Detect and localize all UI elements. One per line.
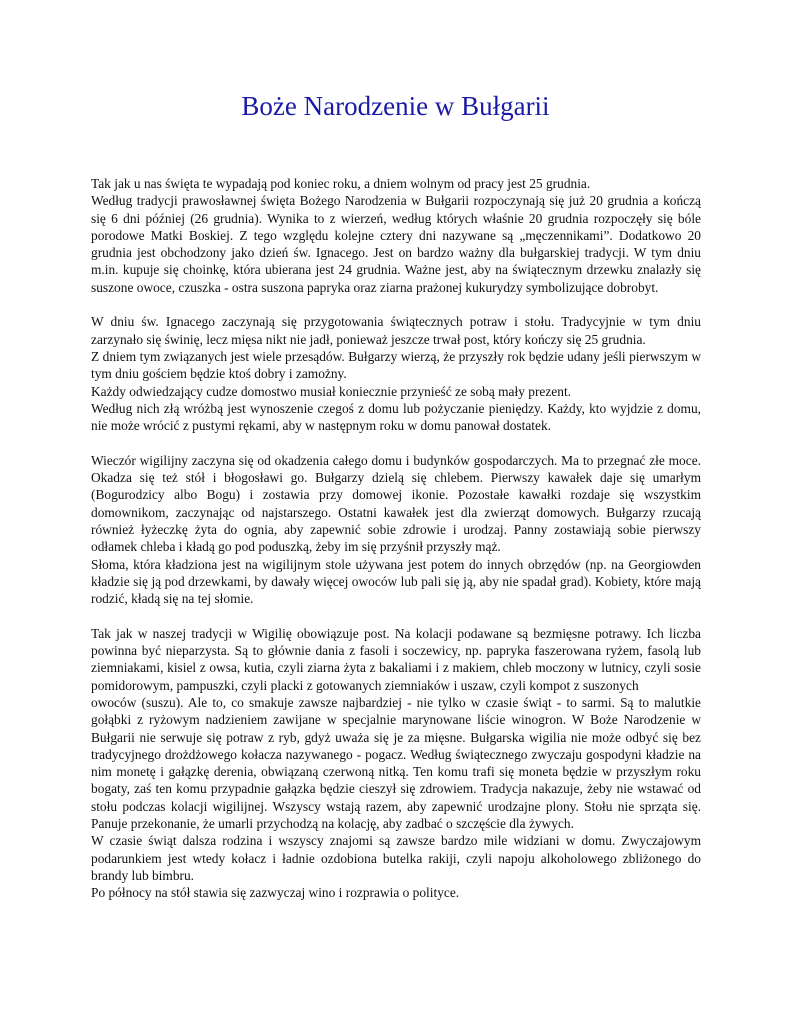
paragraph: owoców (suszu). Ale to, co smakuje zawsze najbardziej - nie tylko w czasie świąt - to sarmi. Są to malutkie gołąbki z ryżowym nadzieniem zawijane w specjalnie marynowane liście winogron. W Boże Narodzenie w Bułgarii nie serwuje się potraw z ryb, gdyż uważa się je za mięsne. Bułgarska wigilia nie może odbyć się bez tradycyjnego drożdżowego kołacza nazywanego - pogacz. Według świątecznego zwyczaju gospodyni kładzie na nim monetę i gałązkę derenia, obwiązaną czerwoną nitką. Ten komu trafi się moneta będzie w przyszłym roku bogaty, zaś ten komu przypadnie gałązka będzie cieszył się zdrowiem. Tradycja nakazuje, żeby nie wstawać od stołu podczas kolacji wigilijnej. Wszyscy wstają razem, aby zapewnić urodzajne plony. Stołu nie sprząta się. Panuje przekonanie, że umarli przychodzą na kolację, aby zadbać o szczęście dla żywych. — [91, 694, 701, 831]
document-body — [91, 175, 701, 901]
section-wigilia-meal — [91, 625, 701, 902]
paragraph: Wieczór wigilijny zaczyna się od okadzenia całego domu i budynków gospodarczych. Ma to przegnać złe moce. Okadza się też stół i błogosławi go. Bułgarzy dzielą się chlebem. Pierwszy kawałek daje się umarłym (Bogurodzicy albo Bogu) i zostawia przy domowej ikonie. Pozostałe kawałki rozdaje się wszystkim domownikom, zaczynając od najstarszego. Ostatni kawałek jest dla zwierząt domowych. Bułgarzy rzucają również łyżeczkę żyta do ognia, aby zapewnić sobie zdrowie i urodzaj. Panny zostawiają sobie pierwszy odłamek chleba i kładą go pod poduszką, żeby im się przyśnił przyszły mąż. — [91, 452, 701, 555]
section-st-ignatius — [91, 313, 701, 434]
paragraph: Tak jak w naszej tradycji w Wigilię obowiązuje post. Na kolacji podawane są bezmięsne potrawy. Ich liczba powinna być nieparzysta. Są to głównie dania z fasoli i soczewicy, np. papryka faszerowana ryżem, fasolą lub ziemniakami, kisiel z owsa, kutia, czyli ziarna żyta z bakaliami i z makiem, chleb moczony w lutnicy, czyli sosie pomidorowym, pampuszki, czyli placki z gotowanych ziemniaków i uszaw, czyli kompot z suszonych — [91, 625, 701, 693]
page-title: Boże Narodzenie w Bułgarii — [241, 91, 550, 121]
paragraph: Z dniem tym związanych jest wiele przesądów. Bułgarzy wierzą, że przyszły rok będzie udany jeśli pierwszym w tym dniu gościem będzie ktoś dobry i zamożny. — [91, 348, 701, 382]
paragraph: Słoma, która kładziona jest na wigilijnym stole używana jest potem do innych obrzędów (np. na Georgiowden kładzie się ją pod drzewkami, by dawały więcej owoców lub pali się ją, aby nie spadał grad). Kobiety, które mają rodzić, kładą się na tej słomie. — [91, 556, 701, 607]
paragraph: W czasie świąt dalsza rodzina i wszyscy znajomi są zawsze bardzo mile widziani w domu. Zwyczajowym podarunkiem jest wtedy kołacz i ładnie ozdobiona butelka rakiji, czyli napoju alkoholowego zbliżonego do brandy lub bimbru. — [91, 833, 701, 883]
paragraph: Według tradycji prawosławnej święta Bożego Narodzenia w Bułgarii rozpoczynają się już 20 grudnia a kończą się 6 dni później (26 grudnia). Wynika to z wierzeń, według których właśnie 20 grudnia rozpoczęły się bóle porodowe Matki Boskiej. Z tego względu kolejne cztery dni nazywane są „męczennikami”. Dodatkowo 20 grudnia jest obchodzony jako dzień św. Ignacego. Jest on bardzo ważny dla bułgarskiej tradycji. W tym dniu m.in. kupuje się choinkę, która ubierana jest 24 grudnia. Ważne jest, aby na świątecznym drzewku znalazły się suszone owoce, czuszka - ostra suszona papryka oraz ziarna prażonej kukurydzy symbolizujące dobrobyt. — [91, 193, 701, 295]
section-christmas-eve — [91, 452, 701, 608]
paragraph-spacer — [91, 296, 701, 313]
paragraph-spacer — [91, 607, 701, 624]
paragraph: Tak jak u nas święta te wypadają pod koniec roku, a dniem wolnym od pracy jest 25 grudnia. — [91, 176, 591, 191]
section-intro — [91, 175, 701, 296]
paragraph-spacer — [91, 434, 701, 451]
paragraph: W dniu św. Ignacego zaczynają się przygotowania świątecznych potraw i stołu. Tradycyjnie w tym dniu zarzynało się świnię, lecz mięsa nikt nie jadł, ponieważ jeszcze trwał post, który kończy się 25 grudnia. — [91, 314, 701, 347]
paragraph: Każdy odwiedzający cudze domostwo musiał koniecznie przynieść ze sobą mały prezent. — [91, 383, 572, 399]
paragraph: Po północy na stół stawia się zazwyczaj wino i rozprawia o polityce. — [91, 885, 460, 901]
paragraph: Według nich złą wróżbą jest wynoszenie czegoś z domu lub pożyczanie pieniędzy. Każdy, kto wyjdzie z domu, nie może wrócić z pustymi rękami, aby w następnym roku w domu panował dostatek. — [91, 400, 701, 434]
